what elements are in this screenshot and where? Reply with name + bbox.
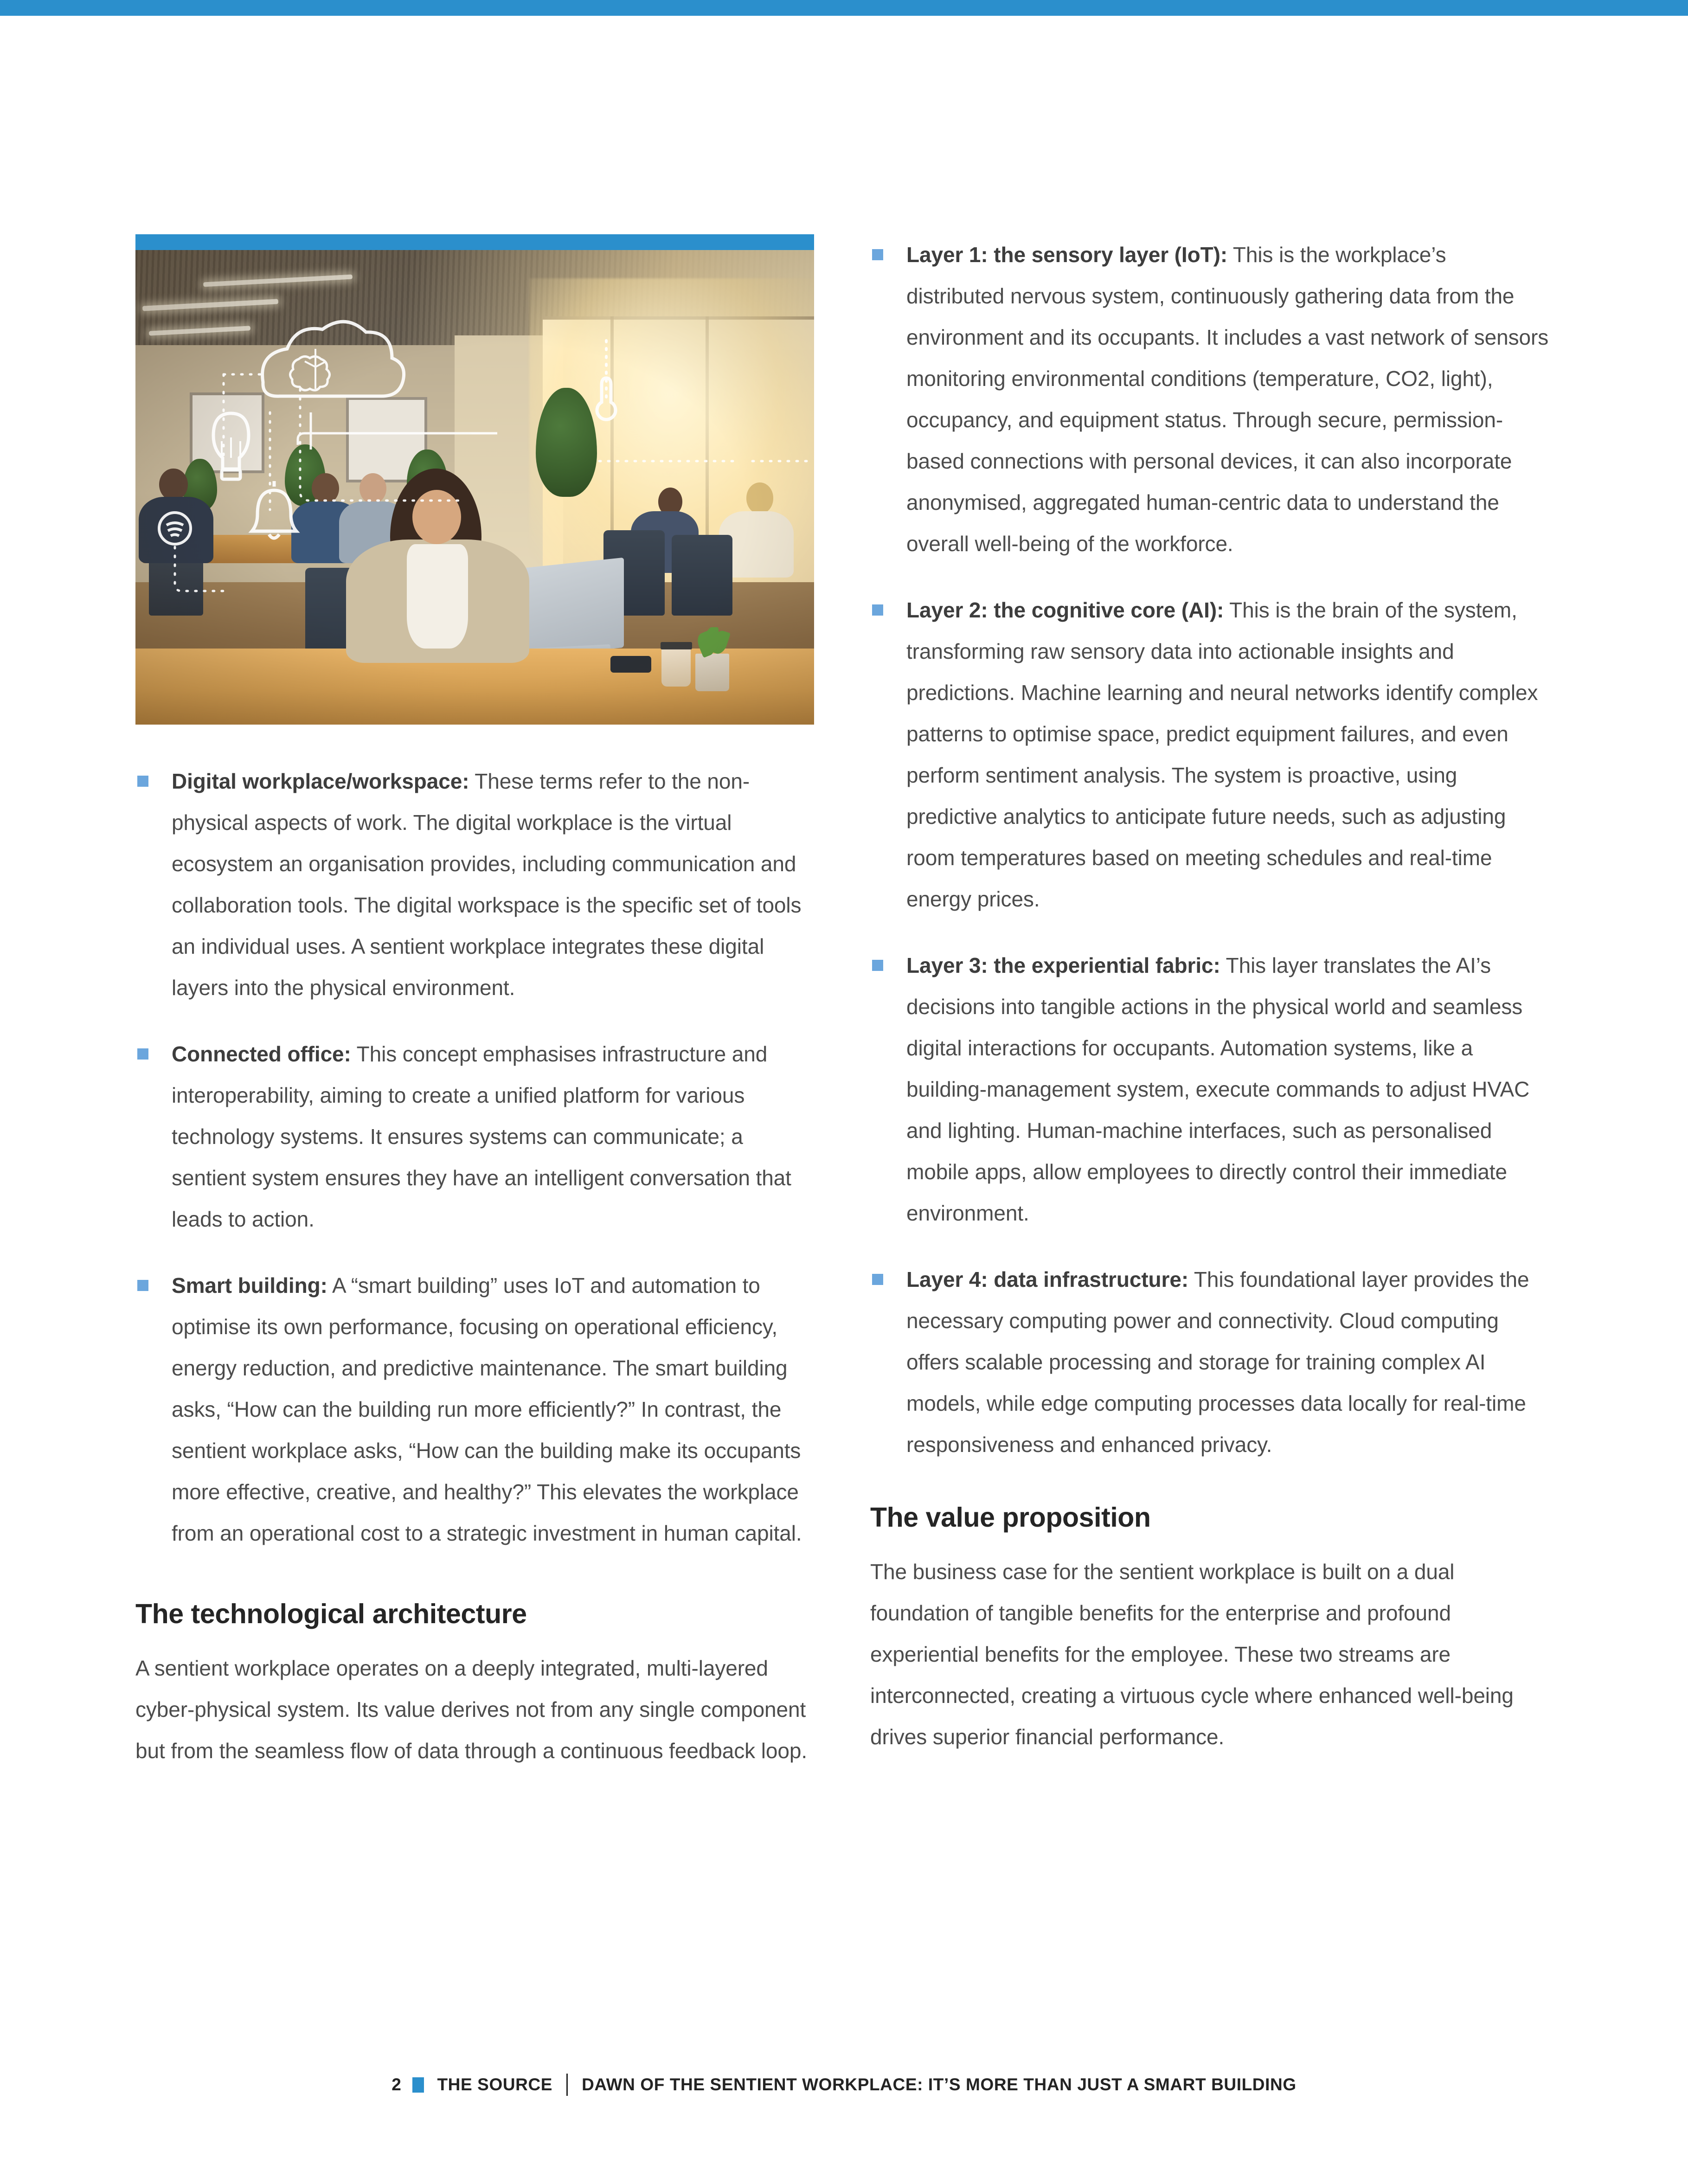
bullet-term: Smart building: [172, 1273, 327, 1298]
footer-article-title: DAWN OF THE SENTIENT WORKPLACE: IT’S MORE THAN JUST A SMART BUILDING [582, 2075, 1296, 2094]
bullet-square-icon [872, 604, 883, 616]
photo-coffee-cup [661, 644, 691, 687]
photo-desk-plant-leaf [706, 627, 719, 652]
bullet-term: Digital workplace/workspace: [172, 769, 469, 793]
bullet-square-icon [872, 249, 883, 260]
bullet-text: This foundational layer provides the necessary computing power and connectivity. Cloud computing offers scalable processing and storage for training complex AI models, while edge computing processes data locally for real-time responsiveness and enhanced privacy. [906, 1267, 1529, 1457]
bullet-text: This concept emphasises infrastructure and interoperability, aiming to create a unified platform for various technology systems. It ensures systems can communicate; a sentient system ensures they have an intelligent conversation that leads to action. [172, 1042, 791, 1231]
list-item [135, 761, 814, 1008]
bullet-square-icon [137, 1048, 148, 1060]
list-item [870, 234, 1549, 565]
photo-person-head [312, 473, 339, 504]
photo-main-person-face [412, 490, 461, 545]
bullet-term: Layer 4: data infrastructure: [906, 1267, 1189, 1291]
bullet-term: Connected office: [172, 1042, 351, 1066]
photo-desk-plant-pot [695, 654, 729, 692]
paragraph-value-proposition: The business case for the sentient workplace is built on a dual foundation of tangible benefits for the enterprise and profound experiential benefits for the employee. These two streams are interconnected, creating a virtuous cycle where enhanced well-being drives superior financial performance. [870, 1559, 1514, 1749]
footer-square-icon [412, 2077, 424, 2093]
photo-main-person-shirt [407, 544, 468, 649]
office-photo [135, 250, 814, 725]
list-item [870, 1259, 1549, 1465]
bullet-square-icon [137, 1280, 148, 1291]
left-column [135, 234, 814, 1772]
bullet-square-icon [872, 960, 883, 971]
list-item [870, 945, 1549, 1234]
photo-chair [672, 535, 733, 616]
list-item [135, 1034, 814, 1240]
list-item [870, 590, 1549, 920]
bullet-text: This is the brain of the system, transforming raw sensory data into actionable insights and predictions. Machine learning and neural networks identify complex patterns to optimise space, predict equipment failures, and even perform sentiment analysis. The system is proactive, using predictive analytics to anticipate future needs, such as adjusting room temperatures based on meeting schedules and real-time energy prices. [906, 598, 1538, 911]
bullet-text: This is the workplace’s distributed nervous system, continuously gathering data from the environment and its occupants. It includes a vast network of sensors monitoring environmental conditions (temperature, CO2, light), occupancy, and equipment status. Through secure, permission-based connections with personal devices, it can also incorporate anonymised, aggregated human-centric data to understand the overall well-being of the workforce. [906, 243, 1549, 556]
hero-accent-bar [135, 234, 814, 250]
footer-divider [566, 2074, 568, 2096]
photo-cup-lid [661, 642, 692, 649]
bullet-term: Layer 1: the sensory layer (IoT): [906, 243, 1228, 267]
right-bullet-list [870, 234, 1549, 1465]
paragraph-technological-architecture: A sentient workplace operates on a deeply integrated, multi-layered cyber-physical system. Its value derives not from any single component but from the seamless flow of data through a continuous feedback loop. [135, 1656, 807, 1763]
right-column [870, 234, 1549, 1772]
bullet-term: Layer 2: the cognitive core (AI): [906, 598, 1224, 622]
section-heading-technological-architecture: The technological architecture [135, 1599, 527, 1629]
photo-person-body [139, 497, 213, 563]
bullet-square-icon [872, 1274, 883, 1285]
photo-laptop-screen [515, 558, 624, 659]
bullet-text: A “smart building” uses IoT and automation to optimise its own performance, focusing on operational efficiency, energy reduction, and predictive maintenance. The smart building asks, “How can the building run more efficiently?” In contrast, the sentient workplace asks, “How can the building make its occupants more effective, creative, and healthy?” This elevates the workplace from an operational cost to a strategic investment in human capital. [172, 1273, 802, 1545]
footer-brand: THE SOURCE [437, 2075, 553, 2094]
two-column-layout [135, 234, 1553, 1772]
section-heading-value-proposition: The value proposition [870, 1502, 1151, 1533]
list-item [135, 1265, 814, 1554]
left-bullet-list [135, 761, 814, 1554]
photo-person-head [359, 473, 387, 504]
bullet-text: This layer translates the AI’s decisions into tangible actions in the physical world and seamless digital interactions for occupants. Automation systems, like a building-management system, execute commands to adjust HVAC and lighting. Human-machine interfaces, such as personalised mobile apps, allow employees to directly control their immediate environment. [906, 953, 1530, 1225]
footer-inner [392, 2074, 1296, 2096]
bullet-square-icon [137, 776, 148, 787]
photo-person-head [746, 482, 774, 514]
photo-person-head [159, 469, 187, 501]
bullet-text: These terms refer to the non-physical aspects of work. The digital workplace is the virtual ecosystem an organisation provides, including communication and collaboration tools. The digital workspace is the specific set of tools an individual uses. A sentient workplace integrates these digital layers into the physical environment. [172, 769, 802, 1000]
footer-page-number: 2 [392, 2075, 402, 2094]
page-footer [0, 2074, 1688, 2096]
photo-phone [610, 656, 651, 673]
bullet-term: Layer 3: the experiential fabric: [906, 953, 1220, 977]
hero-image [135, 234, 814, 725]
